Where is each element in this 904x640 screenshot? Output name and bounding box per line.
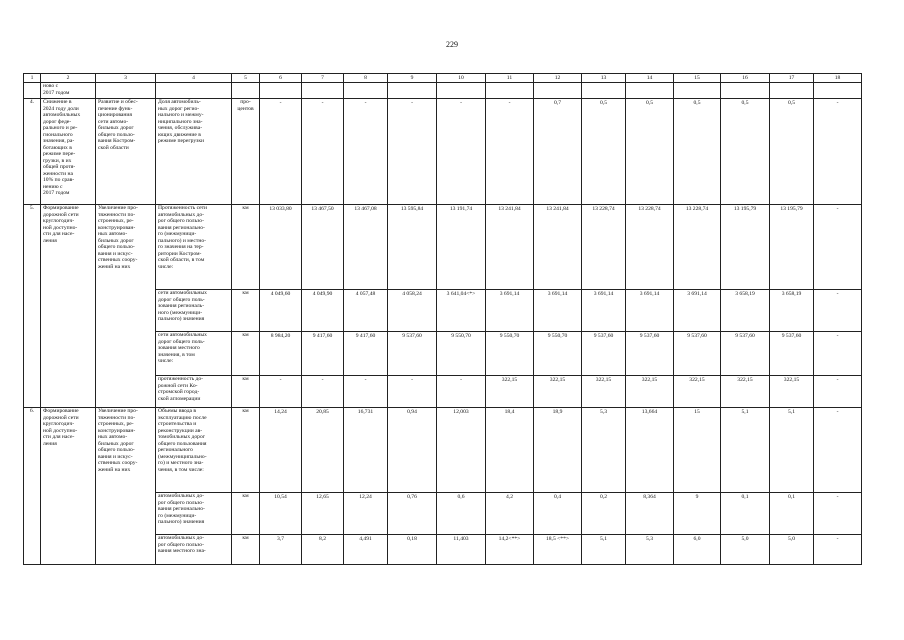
indicator-row-6-1 (24, 408, 862, 493)
column-number: 7 (302, 74, 344, 83)
value-cell: 322,15 (770, 376, 814, 408)
value-cell: - (814, 99, 862, 205)
value-cell: 0,5 (674, 99, 721, 205)
value-cell: - (486, 99, 534, 205)
column-number: 15 (674, 74, 721, 83)
value-cell: 0,18 (388, 535, 437, 565)
value-cell: 5,1 (721, 408, 770, 493)
value-cell: 13,664 (626, 408, 674, 493)
value-cell: 9 550,70 (534, 332, 582, 376)
value-cell: 8,364 (626, 493, 674, 535)
row-number: 6. (24, 408, 41, 565)
value-cell: 0,4 (534, 493, 582, 535)
value-cell: 13 241,84 (486, 205, 534, 290)
value-cell: 15 (674, 408, 721, 493)
value-cell: 9 537,60 (674, 332, 721, 376)
task-cell: Увеличение про- тяженности по- строенных, ре- конструирован- ных автомо- бильных дорог общего пользо- вания и искус- ственных соору- жений на них (96, 408, 156, 565)
column-number: 14 (626, 74, 674, 83)
value-cell: 13 195,79 (770, 205, 814, 290)
value-cell: 14,2<**> (486, 535, 534, 565)
value-cell: 5,1 (582, 535, 626, 565)
value-cell: 5,0 (770, 535, 814, 565)
value-cell: 12,003 (437, 408, 486, 493)
value-cell: 9 537,60 (388, 332, 437, 376)
value-cell: 13 228,74 (674, 205, 721, 290)
value-cell: - (302, 99, 344, 205)
column-number: 17 (770, 74, 814, 83)
value-cell: 0,5 (721, 99, 770, 205)
value-cell: 4 049,60 (260, 290, 302, 332)
goal-cell: Формирование дорожной сети круглогодич- ной доступно- сти для насе- ления (41, 408, 96, 565)
indicator-cell: Доля автомобиль- ных дорог регио- нального и межму- ниципального зна- чения, обслужива- ющих движение в режиме перегрузки (156, 99, 232, 205)
value-cell: 3 691,14 (534, 290, 582, 332)
column-number: 11 (486, 74, 534, 83)
value-cell: 8 984,20 (260, 332, 302, 376)
value-cell: 9 550,70 (437, 332, 486, 376)
value-cell: 18,4 (486, 408, 534, 493)
column-number: 4 (156, 74, 232, 83)
column-number: 12 (534, 74, 582, 83)
value-cell: 13 241,84 (534, 205, 582, 290)
unit-cell: про- центов (232, 99, 260, 205)
value-cell: 6,0 (674, 535, 721, 565)
value-cell: 3,7 (260, 535, 302, 565)
value-cell: 12,24 (344, 493, 388, 535)
value-cell: 322,15 (582, 376, 626, 408)
indicator-cell: протяженность до- рожной сети Ко- стромской город- ской агломерации (156, 376, 232, 408)
indicators-table (23, 73, 862, 565)
value-cell: 13 228,74 (626, 205, 674, 290)
value-cell: 3 691,14 (626, 290, 674, 332)
indicator-cell: Протяженность сети автомобильных до- рог общего пользо- вания регионально- го (межмуници- пального) и местно- го значения на тер- ритории Костром- ской области, в том числе: (156, 205, 232, 290)
value-cell: 5,0 (721, 535, 770, 565)
value-cell: 9 550,70 (486, 332, 534, 376)
unit-cell: км (232, 493, 260, 535)
value-cell: - (388, 99, 437, 205)
value-cell: - (814, 408, 862, 493)
unit-cell: км (232, 332, 260, 376)
value-cell: 3 691,14 (486, 290, 534, 332)
task-cell: Увеличение про- тяженности по- строенных, ре- конструирован- ных автомо- бильных дорог общего пользо- вания и искус- ственных соору- жений на них (96, 205, 156, 408)
value-cell: 322,15 (534, 376, 582, 408)
column-number: 2 (41, 74, 96, 83)
value-cell: 4 058,24 (388, 290, 437, 332)
value-cell: 5,3 (626, 535, 674, 565)
value-cell: 4 057,48 (344, 290, 388, 332)
column-number: 8 (344, 74, 388, 83)
value-cell: 9 537,60 (582, 332, 626, 376)
value-cell: 0,1 (770, 493, 814, 535)
value-cell: 0,5 (770, 99, 814, 205)
value-cell: 13 228,74 (582, 205, 626, 290)
value-cell: 13 595,84 (388, 205, 437, 290)
value-cell: - (814, 493, 862, 535)
value-cell: 0,7 (534, 99, 582, 205)
unit-cell: км (232, 535, 260, 565)
indicator-cell: автомобильных до- рог общего пользо- вания местного зна- (156, 535, 232, 565)
value-cell: 9 537,60 (770, 332, 814, 376)
goal-cell: Формирование дорожной сети круглогодич- ной доступно- сти для насе- ления (41, 205, 96, 408)
value-cell: 5,1 (770, 408, 814, 493)
value-cell: 3 691,14 (674, 290, 721, 332)
value-cell: 12,65 (302, 493, 344, 535)
value-cell: 0,76 (388, 493, 437, 535)
value-cell: 322,15 (626, 376, 674, 408)
row-number: 5. (24, 205, 41, 408)
unit-cell: км (232, 376, 260, 408)
value-cell: 11,403 (437, 535, 486, 565)
indicator-cell: сети автомобильных дорог общего поль- зования местного значения, в том числе: (156, 332, 232, 376)
indicator-cell: автомобильных до- рог общего пользо- вания регионально- го (межмуници- пального) значения (156, 493, 232, 535)
page-number: 229 (446, 40, 458, 49)
column-number: 3 (96, 74, 156, 83)
value-cell: 16,731 (344, 408, 388, 493)
value-cell: - (814, 332, 862, 376)
value-cell: 0,6 (437, 493, 486, 535)
indicator-row-5-1 (24, 205, 862, 290)
column-number: 18 (814, 74, 862, 83)
value-cell: 13 467,08 (344, 205, 388, 290)
value-cell: 9 417,60 (344, 332, 388, 376)
value-cell: - (344, 376, 388, 408)
value-cell: 4,491 (344, 535, 388, 565)
value-cell: - (437, 99, 486, 205)
value-cell: - (814, 376, 862, 408)
value-cell: 3 691,14 (582, 290, 626, 332)
indicator-cell: Объемы ввода в эксплуатацию после строительства и реконструкции ав- томобильных дорог общего пользования регионального (межмуниципально- го) и местного зна- чения, в том числе: (156, 408, 232, 493)
value-cell: 322,15 (721, 376, 770, 408)
unit-cell: км (232, 408, 260, 493)
value-cell: 0,1 (721, 493, 770, 535)
column-number: 5 (232, 74, 260, 83)
column-number: 10 (437, 74, 486, 83)
value-cell: 0,5 (582, 99, 626, 205)
value-cell: 8,2 (302, 535, 344, 565)
value-cell: 14,24 (260, 408, 302, 493)
value-cell: 0,2 (582, 493, 626, 535)
continued-goal-cell: ново с 2017 годом (41, 83, 96, 99)
value-cell: 322,15 (674, 376, 721, 408)
goal-cell: Снижение в 2024 году доли автомобильных дорог феде- рального и ре- гионального значения, ра- ботающих в режиме пере- грузки, в их общей протя- женности на 10% по срав- нению с 2017 годом (41, 99, 96, 205)
value-cell: 20,85 (302, 408, 344, 493)
unit-cell: км (232, 205, 260, 290)
value-cell: 9 537,60 (626, 332, 674, 376)
value-cell: 13 033,80 (260, 205, 302, 290)
column-number-row (24, 74, 862, 83)
value-cell: - (260, 99, 302, 205)
value-cell: 9 (674, 493, 721, 535)
value-cell: - (814, 205, 862, 290)
column-number: 1 (24, 74, 41, 83)
value-cell: 5,3 (582, 408, 626, 493)
indicator-cell: сети автомобильных дорог общего поль- зования региональ- ного (межмуници- пального) значения (156, 290, 232, 332)
column-number: 16 (721, 74, 770, 83)
value-cell: 0,94 (388, 408, 437, 493)
value-cell: 3 641,04<*> (437, 290, 486, 332)
task-cell: Развитие и обес- печение функ- ционирования сети автомо- бильных дорог общего пользо- вания Костром- ской области (96, 99, 156, 205)
value-cell: 13 195,79 (721, 205, 770, 290)
value-cell: - (437, 376, 486, 408)
value-cell: 3 658,19 (770, 290, 814, 332)
value-cell: - (814, 290, 862, 332)
indicator-row-4 (24, 99, 862, 205)
value-cell: 0,5 (626, 99, 674, 205)
value-cell: 13 467,50 (302, 205, 344, 290)
value-cell: 4 049,90 (302, 290, 344, 332)
value-cell: 18,5 <**> (534, 535, 582, 565)
value-cell: - (302, 376, 344, 408)
column-number: 9 (388, 74, 437, 83)
unit-cell: км (232, 290, 260, 332)
column-number: 13 (582, 74, 626, 83)
value-cell: 9 537,60 (721, 332, 770, 376)
column-number: 6 (260, 74, 302, 83)
value-cell: - (260, 376, 302, 408)
row-number: 4. (24, 99, 41, 205)
value-cell: - (344, 99, 388, 205)
value-cell: 10,54 (260, 493, 302, 535)
value-cell: 4,2 (486, 493, 534, 535)
value-cell: - (814, 535, 862, 565)
continuation-row (24, 83, 862, 99)
value-cell: - (388, 376, 437, 408)
value-cell: 9 417,60 (302, 332, 344, 376)
value-cell: 13 191,74 (437, 205, 486, 290)
value-cell: 18,9 (534, 408, 582, 493)
value-cell: 3 658,19 (721, 290, 770, 332)
value-cell: 322,15 (486, 376, 534, 408)
